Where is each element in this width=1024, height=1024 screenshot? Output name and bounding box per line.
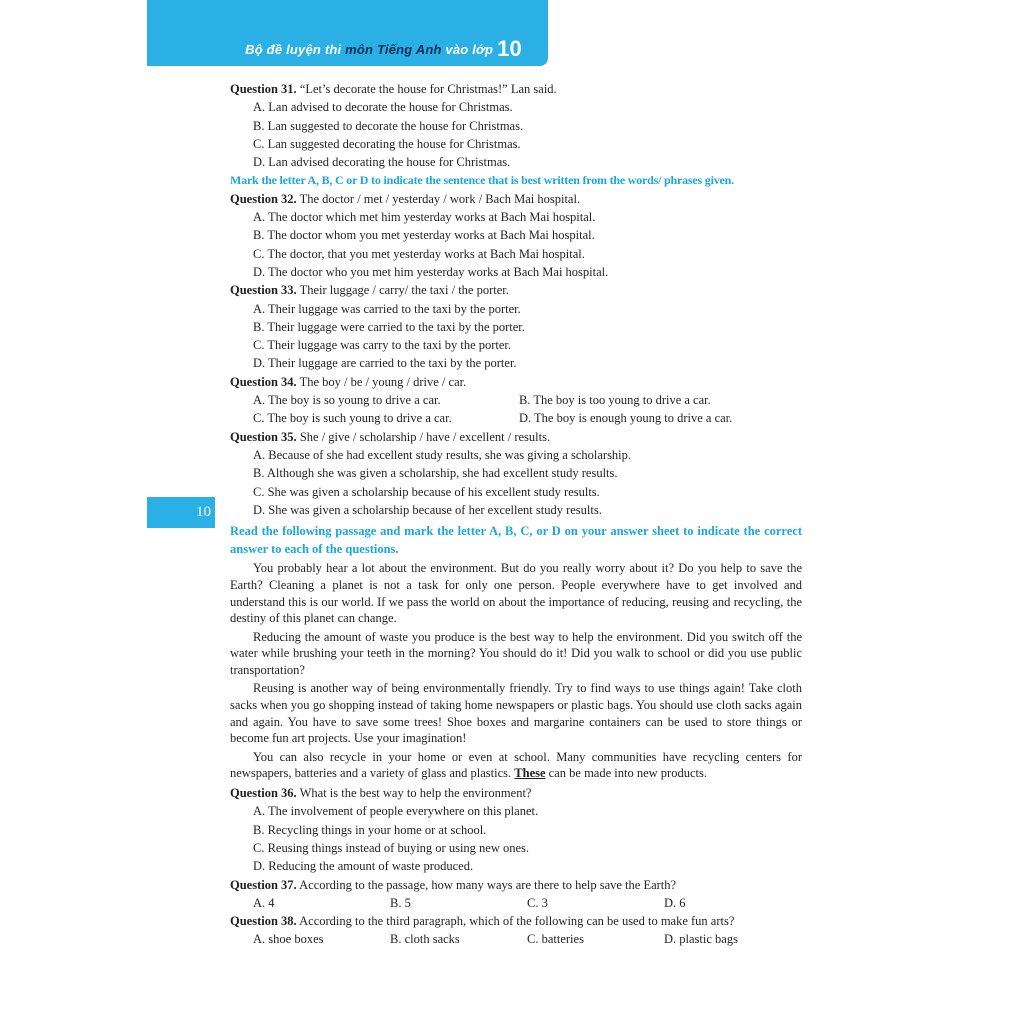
title-number: 10 xyxy=(497,36,522,61)
option-b: B. The boy is too young to drive a car. xyxy=(519,393,711,408)
option-a: A. Because of she had excellent study results, she was giving a scholarship. xyxy=(253,447,632,462)
option-c: C. She was given a scholarship because of his excellent study results. xyxy=(253,484,600,499)
question-37 xyxy=(230,876,802,894)
question-text: Their luggage / carry/ the taxi / the porter. xyxy=(299,283,509,298)
option-c: C. Lan suggested decorating the house for Christmas. xyxy=(253,136,521,151)
question-label: Question 35. xyxy=(230,429,297,444)
question-label: Question 36. xyxy=(230,786,297,801)
option-d: D. Their luggage are carried to the taxi by the porter. xyxy=(253,356,517,371)
question-32 xyxy=(230,190,802,208)
passage-paragraph-2: Reducing the amount of waste you produce is the best way to help the environment. Did you switch off the water while brushing your teeth in the morning? You should do it! Did you walk to school or did you use public transportation? xyxy=(230,629,802,677)
option-c: C. Reusing things instead of buying or using new ones. xyxy=(253,840,530,855)
instruction-reading-passage: Read the following passage and mark the letter A, B, C, or D on your answer sheet to indicate the correct answer to each of the questions. xyxy=(230,524,802,556)
book-title xyxy=(245,36,522,62)
option-b: B. Although she was given a scholarship, she had excellent study results. xyxy=(253,466,618,481)
question-34 xyxy=(230,373,802,391)
page-number: 10 xyxy=(196,504,211,520)
option-a: A. The involvement of people everywhere on this planet. xyxy=(253,804,539,819)
option-c: C. 3 xyxy=(527,895,548,910)
question-text: According to the third paragraph, which of the following can be used to make fun arts? xyxy=(299,914,735,929)
option-row xyxy=(230,894,802,912)
question-text: “Let’s decorate the house for Christmas!” Lan said. xyxy=(299,82,557,96)
title-prefix: Bộ đề luyện thi xyxy=(245,42,342,57)
question-text: The boy / be / young / drive / car. xyxy=(299,374,467,389)
title-subject: môn Tiếng Anh xyxy=(345,42,442,57)
title-suffix: vào lớp xyxy=(445,42,494,57)
option-c: C. Their luggage was carry to the taxi by the porter. xyxy=(253,338,512,353)
question-text: She / give / scholarship / have / excellent / results. xyxy=(299,429,551,444)
question-text: According to the passage, how many ways are there to help save the Earth? xyxy=(299,877,677,892)
option-b: B. Recycling things in your home or at school. xyxy=(253,822,487,837)
passage-paragraph-3: Reusing is another way of being environmentally friendly. Try to find ways to use things again! Take cloth sacks when you go shopping instead of taking home newspapers or plastic bags. You should use cloth sacks again and again. You have to save some trees! Shoe boxes and margarine containers can be used to store things or become fun art projects. Use your imagination! xyxy=(230,681,802,746)
question-36 xyxy=(230,784,802,802)
paragraph-text: can be made into new products. xyxy=(548,766,707,781)
question-38 xyxy=(230,912,802,930)
option-a: A. Lan advised to decorate the house for Christmas. xyxy=(253,100,513,115)
question-label: Question 31. xyxy=(230,82,297,96)
question-label: Question 37. xyxy=(230,877,297,892)
question-text: The doctor / met / yesterday / work / Bach Mai hospital. xyxy=(299,191,581,206)
option-d: D. The doctor who you met him yesterday works at Bach Mai hospital. xyxy=(253,264,609,279)
option-b: B. cloth sacks xyxy=(390,932,460,947)
option-b: B. 5 xyxy=(390,895,411,910)
option-a: A. shoe boxes xyxy=(253,932,324,947)
option-row xyxy=(230,930,802,948)
question-label: Question 32. xyxy=(230,191,297,206)
header-banner xyxy=(147,0,548,66)
option-b: B. Their luggage were carried to the taxi by the porter. xyxy=(253,319,525,334)
question-label: Question 34. xyxy=(230,374,297,389)
option-d: D. The boy is enough young to drive a car. xyxy=(519,411,733,426)
option-c: C. The boy is such young to drive a car. xyxy=(253,411,452,426)
page-content xyxy=(230,80,802,949)
option-row xyxy=(230,391,802,409)
option-c: C. The doctor, that you met yesterday works at Bach Mai hospital. xyxy=(253,246,585,261)
question-label: Question 33. xyxy=(230,283,297,298)
option-row xyxy=(230,409,802,427)
question-text: What is the best way to help the environment? xyxy=(299,786,532,801)
instruction-sentence-building: Mark the letter A, B, C or D to indicate the sentence that is best written from the words/ phrases given. xyxy=(230,173,734,188)
question-label: Question 38. xyxy=(230,914,297,929)
option-d: D. Reducing the amount of waste produced. xyxy=(253,859,474,874)
option-d: D. Lan advised decorating the house for Christmas. xyxy=(253,155,511,170)
page-number-tab xyxy=(147,497,215,528)
option-c: C. batteries xyxy=(527,932,584,947)
question-31 xyxy=(230,80,802,98)
paragraph-text: You can also recycle in your home or even at school. Many communities have recycling centers for newspapers, batteries and a variety of glass and plastics. xyxy=(230,749,802,781)
option-a: A. The doctor which met him yesterday works at Bach Mai hospital. xyxy=(253,210,596,225)
question-33 xyxy=(230,281,802,299)
option-a: A. Their luggage was carried to the taxi by the porter. xyxy=(253,301,521,316)
passage-paragraph-1: You probably hear a lot about the environment. But do you really worry about it? Do you help to save the Earth? Cleaning a planet is not a task for only one person. People everywhere have to get involved and understand this is our world. If we pass the world on about the importance of reducing, reusing and recycling, the destiny of this planet can change. xyxy=(230,561,802,626)
option-b: B. Lan suggested to decorate the house for Christmas. xyxy=(253,118,524,133)
underlined-word: These xyxy=(514,766,546,781)
option-a: A. The boy is so young to drive a car. xyxy=(253,393,441,408)
option-b: B. The doctor whom you met yesterday works at Bach Mai hospital. xyxy=(253,228,595,243)
option-a: A. 4 xyxy=(253,895,275,910)
question-35 xyxy=(230,428,802,446)
option-d: D. plastic bags xyxy=(664,932,738,947)
option-d: D. 6 xyxy=(664,895,686,910)
passage-paragraph-4 xyxy=(230,749,802,782)
option-d: D. She was given a scholarship because of her excellent study results. xyxy=(253,502,602,517)
